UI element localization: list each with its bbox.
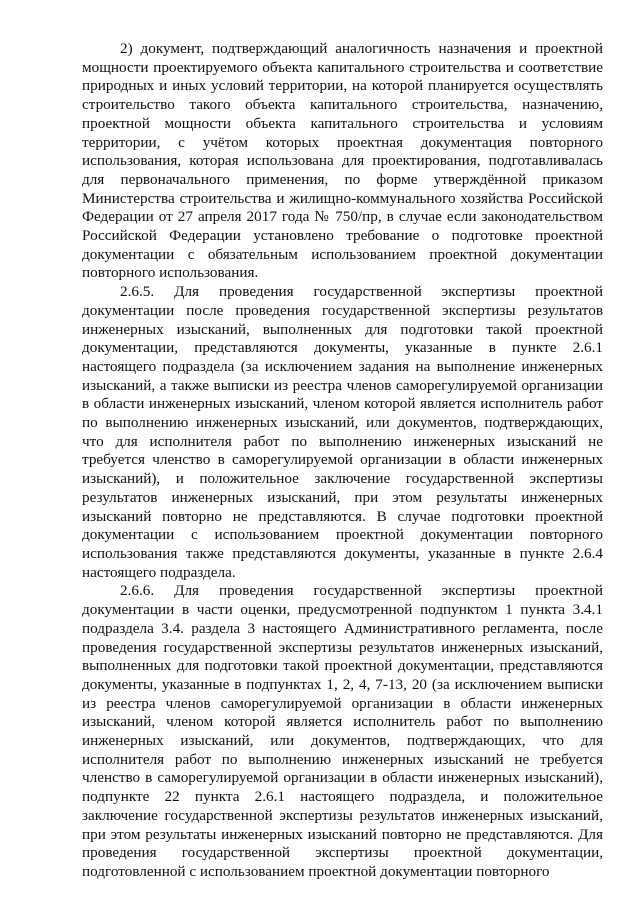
paragraph-2-6-5: 2.6.5. Для проведения государственной экспертизы проектной документации после проведения государственной экспертизы результатов инженерных изысканий, выполненных для подготовки такой проектной документации, представляются документы, указанные в пункте 2.6.1 настоящего подраздела (за исключением задания на выполнение инженерных изысканий, а также выписки из реестра членов саморегулируемой организации в области инженерных изысканий, членом которой является исполнитель работ по выполнению инженерных изысканий, или документов, подтверждающих, что для исполнителя работ по выполнению инженерных изысканий не требуется членство в саморегулируемой организации в области инженерных изысканий), и положительное заключение государственной экспертизы результатов инженерных изысканий, при этом результаты инженерных изысканий повторно не представляются. В случае подготовки проектной документации с использованием проектной документации повторного использования также представляются документы, указанные в пункте 2.6.4 настоящего подраздела.: [82, 283, 603, 581]
document-page: [82, 40, 603, 882]
paragraph-item-2: 2) документ, подтверждающий аналогичность назначения и проектной мощности проектируемого объекта капитального строительства и соответствие природных и иных условий территории, на которой планируется осуществлять строительство такого объекта капитального строительства, назначению, проектной мощности объекта капитального строительства и условиям территории, с учётом которых проектная документация повторного использования, которая использована для проектирования, подготавливалась для первоначального применения, по форме утверждённой приказом Министерства строительства и жилищно-коммунального хозяйства Российской Федерации от 27 апреля 2017 года № 750/пр, в случае если законодательством Российской Федерации установлено требование о подготовке проектной документации с обязательным использованием проектной документации повторного использования.: [82, 40, 603, 282]
paragraph-2-6-6: 2.6.6. Для проведения государственной экспертизы проектной документации в части оценки, предусмотренной подпунктом 1 пункта 3.4.1 подраздела 3.4. раздела 3 настоящего Административного регламента, после проведения государственной экспертизы результатов инженерных изысканий, выполненных для подготовки такой проектной документации, представляются документы, указанные в подпунктах 1, 2, 4, 7-13, 20 (за исключением выписки из реестра членов саморегулируемой организации в области инженерных изысканий, членом которой является исполнитель работ по выполнению инженерных изысканий, или документов, подтверждающих, что для исполнителя работ по выполнению инженерных изысканий не требуется членство в саморегулируемой организации в области инженерных изысканий), подпункте 22 пункта 2.6.1 настоящего подраздела, и положительное заключение государственной экспертизы результатов инженерных изысканий, при этом результаты инженерных изысканий повторно не представляются. Для проведения государственной экспертизы проектной документации, подготовленной с использованием проектной документации повторного: [82, 582, 603, 880]
